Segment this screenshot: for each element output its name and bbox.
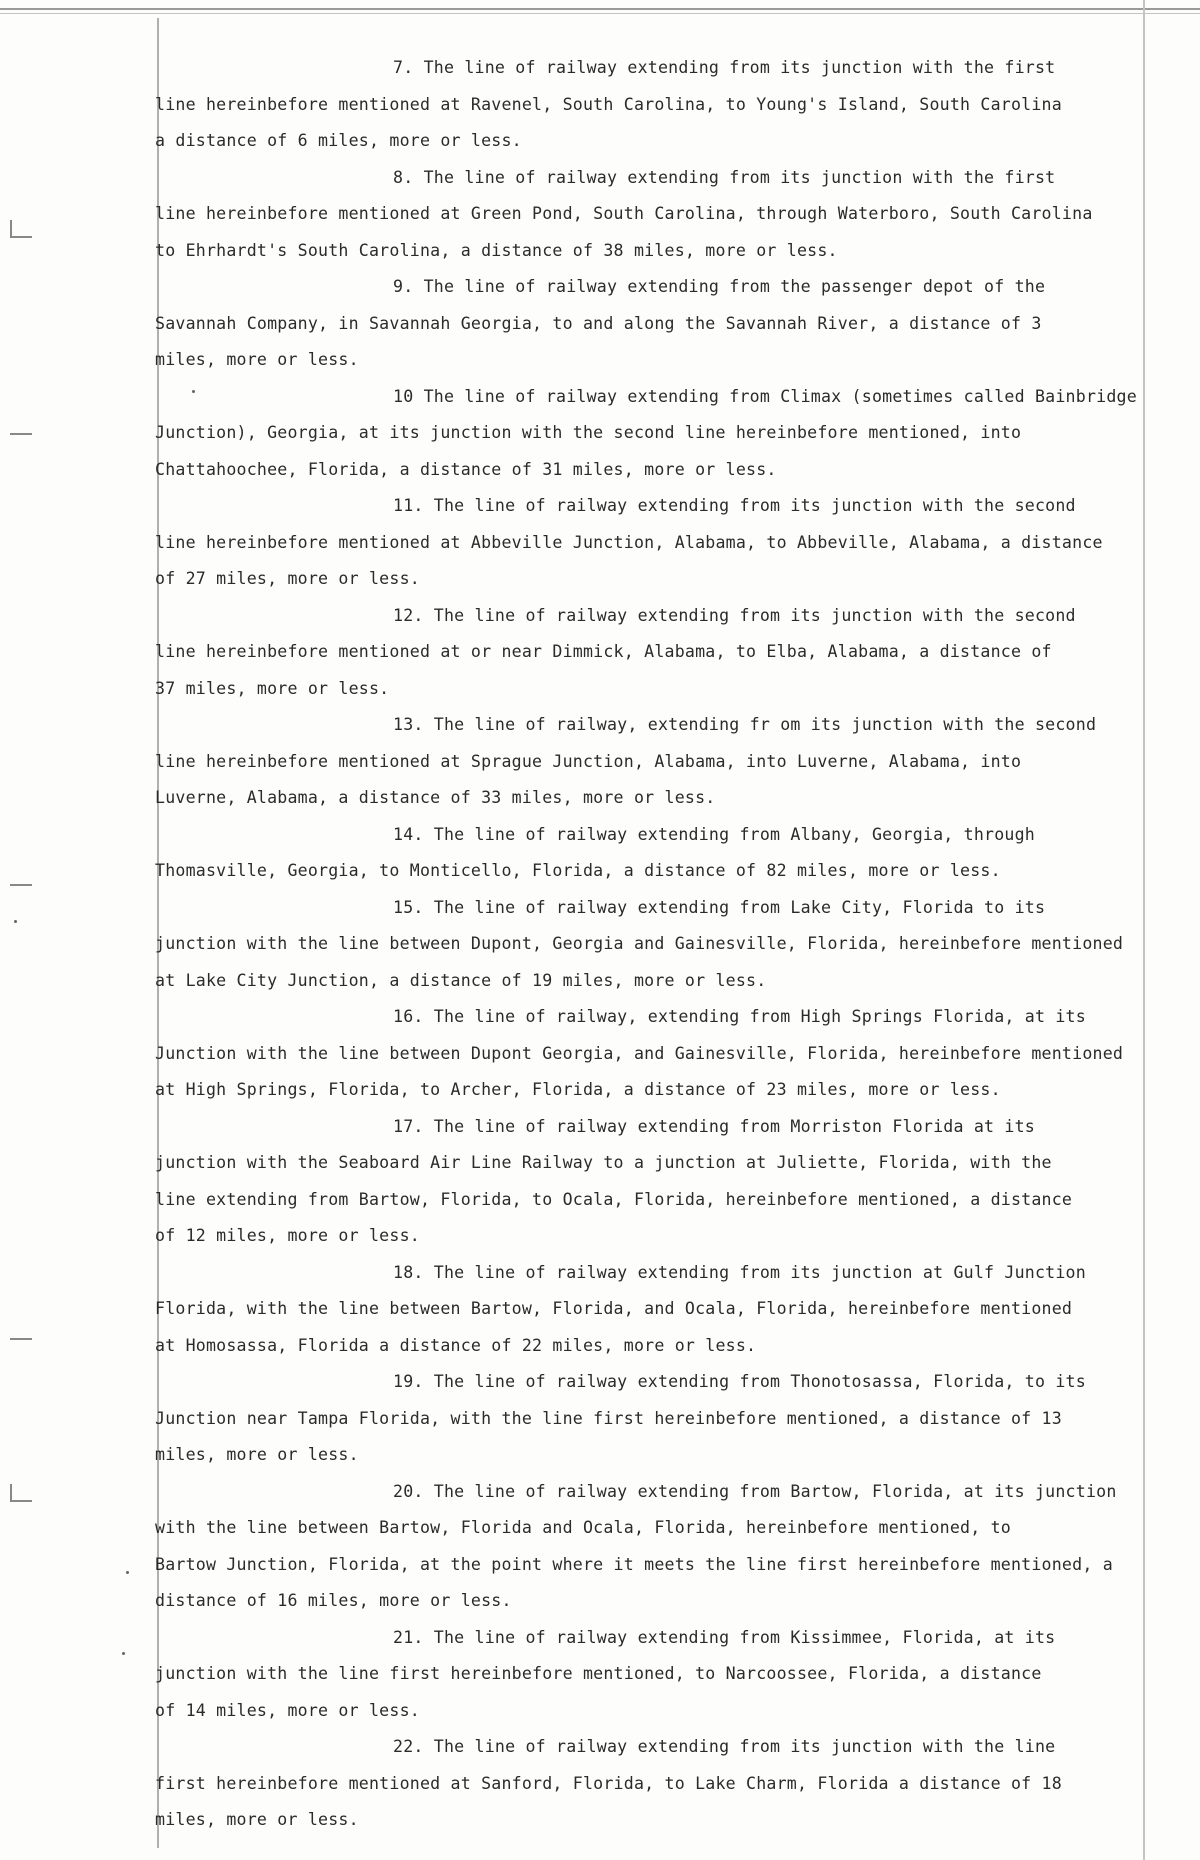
paragraph-line: line hereinbefore mentioned at Abbeville Junction, Alabama, to Abbeville, Alabama, a distance [155,532,1103,552]
paragraph-first-line: 7. The line of railway extending from its junction with the first [393,58,1056,77]
paragraph-line: line hereinbefore mentioned at Sprague Junction, Alabama, into Luverne, Alabama, into [155,751,1022,771]
numbered-paragraph [155,999,1140,1109]
paragraph-line: Thomasville, Georgia, to Monticello, Florida, a distance of 82 miles, more or less. [155,861,1001,880]
paragraph-line: Junction), Georgia, at its junction with the second line hereinbefore mentioned, into [155,423,1022,442]
numbered-paragraph [155,488,1140,598]
paragraph-line: at High Springs, Florida, to Archer, Florida, a distance of 23 miles, more or less. [155,1080,1001,1099]
margin-tick-mark [10,1338,32,1340]
paragraph-line: at Homosassa, Florida a distance of 22 miles, more or less. [155,1335,757,1355]
top-border-line-secondary [0,13,1200,14]
margin-tick-mark [10,1484,12,1502]
margin-tick-mark [10,1500,32,1502]
paragraph-line: of 14 miles, more or less. [155,1700,420,1720]
paragraph-line: of 27 miles, more or less. [155,569,420,588]
margin-tick-mark [10,236,32,238]
paragraph-first-line: 12. The line of railway extending from its junction with the second [393,605,1076,625]
numbered-paragraph [155,598,1140,708]
numbered-paragraph [155,1255,1140,1365]
paragraph-line: with the line between Bartow, Florida and Ocala, Florida, hereinbefore mentioned, to [155,1518,1011,1537]
numbered-paragraph [155,1474,1140,1620]
paragraph-first-line: 22. The line of railway extending from its junction with the line [393,1737,1056,1756]
paragraph-line: line hereinbefore mentioned at Green Pond, South Carolina, through Waterboro, South Carolina [155,204,1093,223]
paragraph-first-line: 8. The line of railway extending from its junction with the first [393,167,1056,187]
paragraph-line: Junction near Tampa Florida, with the line first hereinbefore mentioned, a distance of 13 [155,1408,1062,1428]
paragraph-first-line: 14. The line of railway extending from Albany, Georgia, through [393,824,1035,844]
paragraph-line: a distance of 6 miles, more or less. [155,131,522,150]
scan-speck [14,920,17,923]
paragraph-line: Junction with the line between Dupont Georgia, and Gainesville, Florida, hereinbefore mentioned [155,1043,1124,1063]
paragraph-line: to Ehrhardt's South Carolina, a distance of 38 miles, more or less. [155,240,838,260]
paragraph-line: line extending from Bartow, Florida, to Ocala, Florida, hereinbefore mentioned, a distance [155,1189,1073,1209]
paragraph-first-line: 9. The line of railway extending from the passenger depot of the [393,277,1046,296]
scan-speck [126,1571,129,1574]
numbered-paragraph [155,1364,1140,1474]
numbered-paragraph [155,50,1140,160]
paragraph-line: at Lake City Junction, a distance of 19 miles, more or less. [155,970,767,990]
paragraph-first-line: 11. The line of railway extending from its junction with the second [393,496,1076,515]
numbered-paragraph [155,817,1140,890]
paragraph-first-line: 21. The line of railway extending from Kissimmee, Florida, at its [393,1627,1056,1647]
paragraph-line: first hereinbefore mentioned at Sanford, Florida, to Lake Charm, Florida a distance of 18 [155,1773,1062,1793]
margin-tick-mark [10,433,32,435]
paragraph-line: junction with the line between Dupont, Georgia and Gainesville, Florida, hereinbefore mentioned [155,934,1124,953]
paragraph-line: junction with the Seaboard Air Line Railway to a junction at Juliette, Florida, with the [155,1153,1052,1172]
paragraph-line: miles, more or less. [155,1810,359,1829]
top-border-line [0,8,1200,10]
margin-tick-mark [10,884,32,886]
right-margin-rule [1143,0,1145,1860]
paragraph-line: Savannah Company, in Savannah Georgia, to and along the Savannah River, a distance of 3 [155,313,1042,333]
margin-tick-mark [10,220,12,238]
paragraph-first-line: 20. The line of railway extending from Bartow, Florida, at its junction [393,1481,1117,1501]
numbered-paragraph [155,1620,1140,1730]
paragraph-first-line: 18. The line of railway extending from its junction at Gulf Junction [393,1262,1086,1282]
paragraph-first-line: 19. The line of railway extending from Thonotosassa, Florida, to its [393,1372,1086,1391]
numbered-paragraph [155,269,1140,379]
paragraph-first-line: 16. The line of railway, extending from High Springs Florida, at its [393,1007,1086,1026]
paragraph-first-line: 10 The line of railway extending from Climax (sometimes called Bainbridge [393,386,1137,406]
numbered-paragraph [155,890,1140,1000]
scan-speck [122,1652,125,1655]
paragraph-line: Chattahoochee, Florida, a distance of 31 miles, more or less. [155,459,777,479]
paragraph-line: line hereinbefore mentioned at or near Dimmick, Alabama, to Elba, Alabama, a distance of [155,642,1052,661]
paragraph-line: Bartow Junction, Florida, at the point where it meets the line first hereinbefore mentioned, a [155,1554,1113,1574]
paragraph-first-line: 15. The line of railway extending from Lake City, Florida to its [393,897,1046,917]
numbered-paragraph [155,160,1140,270]
paragraph-line: Florida, with the line between Bartow, Florida, and Ocala, Florida, hereinbefore mentioned [155,1299,1073,1318]
paragraph-line: miles, more or less. [155,350,359,369]
numbered-paragraph [155,707,1140,817]
paragraph-line: 37 miles, more or less. [155,678,390,698]
paragraph-line: of 12 miles, more or less. [155,1226,420,1245]
paragraph-line: distance of 16 miles, more or less. [155,1591,512,1610]
paragraph-line: miles, more or less. [155,1445,359,1464]
paragraph-first-line: 17. The line of railway extending from Morriston Florida at its [393,1116,1035,1136]
paragraph-first-line: 13. The line of railway, extending fr om its junction with the second [393,715,1097,734]
numbered-paragraph [155,379,1140,489]
numbered-paragraph [155,1729,1140,1839]
document-body [155,50,1140,1839]
paragraph-line: junction with the line first hereinbefore mentioned, to Narcoossee, Florida, a distance [155,1664,1042,1683]
paragraph-line: Luverne, Alabama, a distance of 33 miles, more or less. [155,788,716,807]
paragraph-line: line hereinbefore mentioned at Ravenel, South Carolina, to Young's Island, South Carolina [155,94,1062,114]
numbered-paragraph [155,1109,1140,1255]
